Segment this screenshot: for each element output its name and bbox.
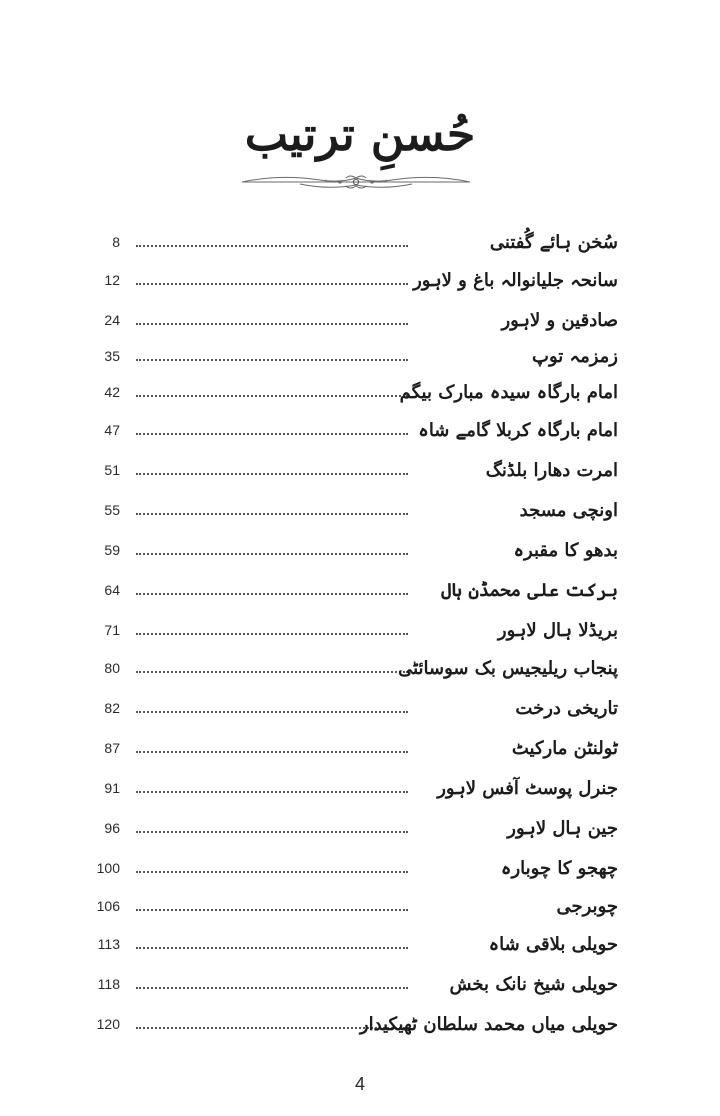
toc-page-number: 106 — [96, 898, 120, 914]
toc-entry-title: بدھو کا مقبرہ — [513, 540, 618, 561]
toc-entry-title: امام بارگاہ کربلا گامے شاہ — [418, 420, 618, 441]
toc-entry[interactable] — [0, 694, 720, 726]
toc-entry[interactable] — [0, 970, 720, 1002]
toc-entry[interactable] — [0, 616, 720, 648]
toc-entry-title: جنرل پوسٹ آفس لاہور — [437, 778, 618, 799]
toc-entry-title: چھجو کا چوبارہ — [500, 858, 618, 879]
toc-page-number: 71 — [104, 622, 120, 638]
toc-entry[interactable] — [0, 814, 720, 846]
toc-page-number: 47 — [104, 422, 120, 438]
toc-page-number: 51 — [104, 462, 120, 478]
ornament-divider-icon — [240, 172, 472, 192]
toc-entry[interactable] — [0, 266, 720, 298]
toc-entry[interactable] — [0, 774, 720, 806]
toc-entry[interactable] — [0, 378, 720, 410]
toc-page-number: 96 — [104, 820, 120, 836]
toc-entry-title: امرت دھارا بلڈنگ — [485, 460, 618, 481]
toc-entry-title: امام بارگاہ سیدہ مبارک بیگم — [399, 382, 618, 403]
toc-page-number: 24 — [104, 312, 120, 328]
toc-entry-title: صادقین و لاہور — [501, 310, 618, 331]
toc-page-number: 59 — [104, 542, 120, 558]
toc-page-number: 12 — [104, 272, 120, 288]
toc-entry[interactable] — [0, 416, 720, 448]
toc-page-number: 118 — [97, 976, 120, 992]
toc-entry-title: چوبرجی — [556, 896, 618, 917]
toc-entry-title: بریڈلا ہال لاہور — [497, 620, 618, 641]
toc-entry[interactable] — [0, 342, 720, 374]
toc-entry-title: ٹولنٹن مارکیٹ — [511, 738, 618, 759]
toc-entry-title: سانحہ جلیانوالہ باغ و لاہور — [413, 270, 618, 291]
toc-entry[interactable] — [0, 536, 720, 568]
page-number: 4 — [354, 1074, 365, 1094]
toc-entry-title: پنجاب ریلیجیس بک سوسائٹی — [398, 658, 618, 679]
toc-entry-title: سُخن ہائے گُفتنی — [489, 232, 618, 253]
toc-entry-title: حویلی میاں محمد سلطان ٹھیکیدار — [359, 1014, 618, 1035]
toc-entry-title: حویلی شیخ نانک بخش — [449, 974, 618, 995]
toc-page-number: 80 — [104, 660, 120, 676]
toc-page-number: 91 — [104, 780, 120, 796]
toc-entry-title: زمزمہ توپ — [532, 346, 618, 367]
toc-page-number: 55 — [104, 502, 120, 518]
toc-page-number: 87 — [104, 740, 120, 756]
toc-page-number: 8 — [112, 234, 120, 250]
toc-entry-title: جین ہال لاہور — [507, 818, 618, 839]
toc-entry[interactable] — [0, 654, 720, 686]
toc-entry[interactable] — [0, 854, 720, 886]
toc-page-number: 64 — [104, 582, 120, 598]
toc-entry[interactable] — [0, 1010, 720, 1042]
page-title: حُسنِ ترتیب — [244, 107, 476, 161]
toc-page-number: 113 — [97, 936, 120, 952]
toc-entry[interactable] — [0, 496, 720, 528]
toc-entry[interactable] — [0, 306, 720, 338]
toc-entry-title: اونچی مسجد — [519, 500, 618, 521]
toc-page-number: 120 — [96, 1016, 120, 1032]
toc-entry[interactable] — [0, 456, 720, 488]
toc-entry[interactable] — [0, 576, 720, 608]
toc-page-number: 82 — [104, 700, 120, 716]
toc-entry-title: برکت علی محمڈن ہال — [440, 580, 618, 601]
toc-entry[interactable] — [0, 892, 720, 924]
toc-page-number: 42 — [104, 384, 120, 400]
toc-entry-title: تاریخی درخت — [515, 698, 618, 719]
toc-entry-title: حویلی بلاقی شاہ — [488, 934, 618, 955]
toc-page-number: 100 — [96, 860, 120, 876]
toc-entry[interactable] — [0, 734, 720, 766]
toc-entry[interactable] — [0, 228, 720, 260]
toc-page-number: 35 — [104, 348, 120, 364]
toc-entry[interactable] — [0, 930, 720, 962]
